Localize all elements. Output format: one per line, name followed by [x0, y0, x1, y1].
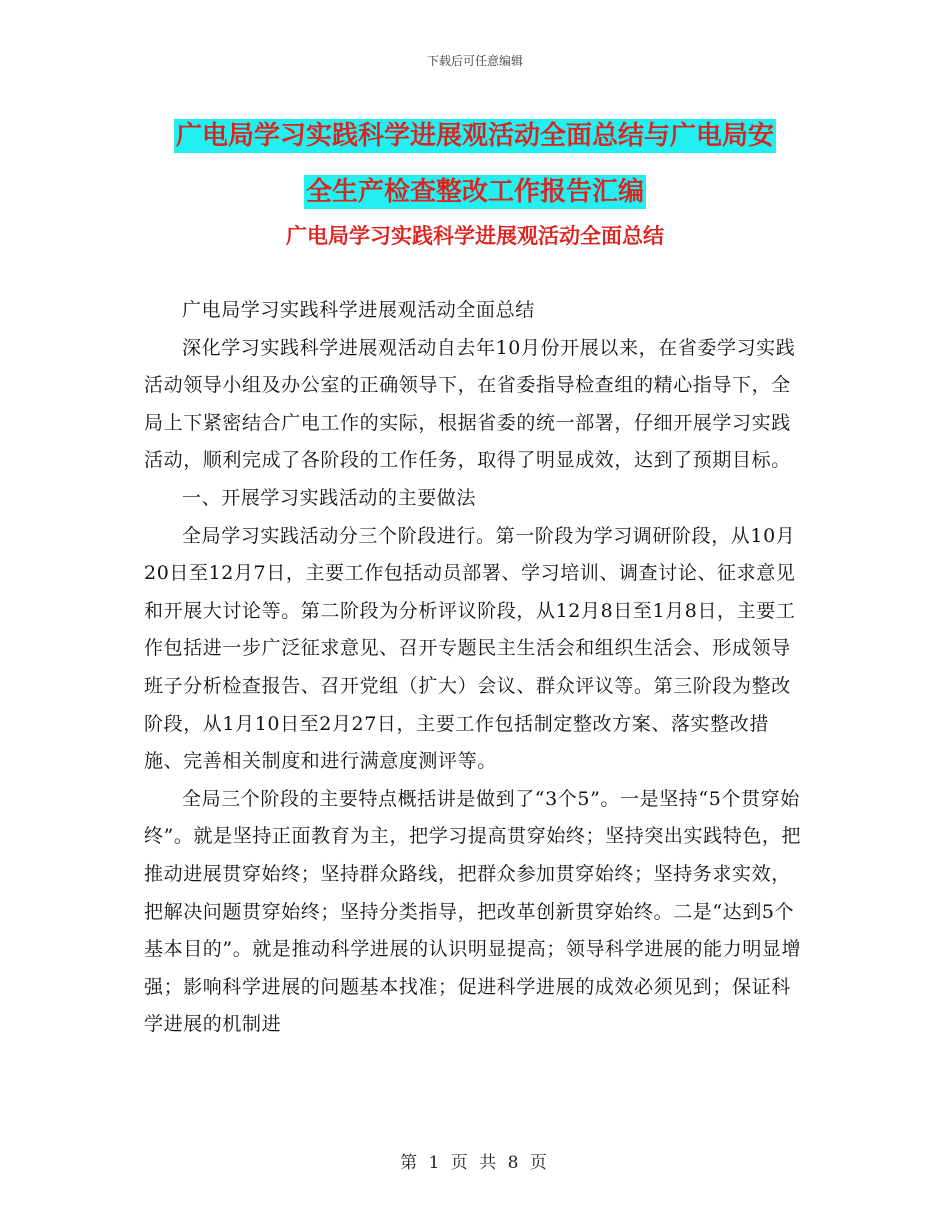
- paragraph-intro: 深化学习实践科学进展观活动自去年10月份开展以来，在省委学习实践活动领导小组及办公室的正确领导下，在省委指导检查组的精心指导下，全局上下紧密结合广电工作的实际，根据省委的统一部署，仔细开展学习实践活动，顺利完成了各阶段的工作任务，取得了明显成效，达到了预期目标。: [144, 336, 796, 472]
- page-header-note: 下载后可任意编辑: [426, 54, 523, 68]
- body-text: [144, 292, 808, 1044]
- paragraph-stages: 全局学习实践活动分三个阶段进行。第一阶段为学习调研阶段，从10月20日至12月7日，主要工作包括动员部署、学习培训、调查讨论、征求意见和开展大讨论等。第二阶段为分析评议阶段，从12月8日至1月8日，主要工作包括进一步广泛征求意见、召开专题民主生活会和组织生活会、形成领导班子分析检查报告、召开党组（扩大）会议、群众评议等。第三阶段为整改阶段，从1月10日至2月27日，主要工作包括制定整改方案、落实整改措施、完善相关制度和进行满意度测评等。: [144, 524, 796, 773]
- paragraph-section-one-heading: 一、开展学习实践活动的主要做法: [182, 486, 477, 509]
- section-heading: 广电局学习实践科学进展观活动全面总结: [286, 224, 664, 248]
- page-footer: 第 1 页 共 8 页: [400, 1153, 550, 1173]
- document-title: [140, 108, 810, 220]
- paragraph-features: 全局三个阶段的主要特点概括讲是做到了“3个5”。一是坚持“5个贯穿始终”。就是坚持正面教育为主，把学习提高贯穿始终；坚持突出实践特色，把推动进展贯穿始终；坚持群众路线，把群众参加贯穿始终；坚持务求实效，把解决问题贯穿始终；坚持分类指导，把改革创新贯穿始终。二是“达到5个基本目的”。就是推动科学进展的认识明显提高；领导科学进展的能力明显增强；影响科学进展的问题基本找准；促进科学进展的成效必须见到；保证科学进展的机制进: [144, 787, 802, 1036]
- paragraph-subtitle: 广电局学习实践科学进展观活动全面总结: [182, 299, 535, 321]
- document-title-line-1: 广电局学习实践科学进展观活动全面总结与广电局安: [175, 121, 774, 151]
- document-title-line-2: 全生产检查整改工作报告汇编: [305, 177, 644, 207]
